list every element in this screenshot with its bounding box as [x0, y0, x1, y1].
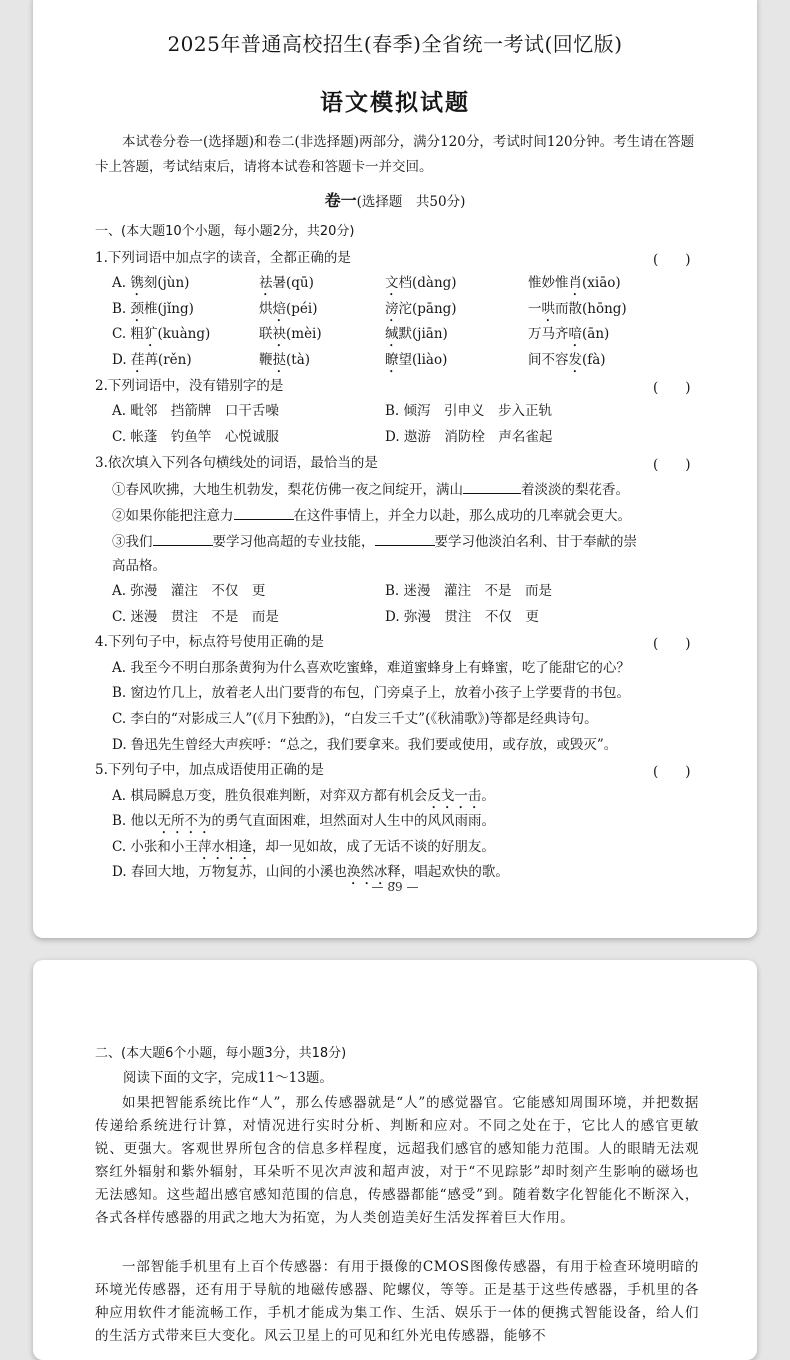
q5-d-text-end: ，唱起欢快的歌。	[400, 864, 509, 880]
q5-b-idiom: 无所不为	[157, 813, 212, 829]
q1-word-dotted: 缄	[385, 326, 399, 342]
exam-page-89	[33, 0, 757, 938]
q3-option-a: A. 弥漫 灌注 不仅 更	[112, 583, 266, 599]
q1-word-dotted: 挞	[272, 352, 286, 368]
q1-word-dotted: 焙	[272, 301, 286, 317]
q1-option-a-word-4	[528, 273, 621, 299]
q4-answer-blank: ( )	[653, 636, 691, 652]
q5-d-idiom: 涣然冰释	[346, 864, 401, 880]
q1-word-dotted: 镌	[130, 275, 144, 291]
passage-paragraph-1: 如果把智能系统比作“人”，那么传感器就是“人”的感觉器官。它能感知周围环境，并把数据传递给系统进行计算，对情况进行实时分析、判断和应对。不同之处在于，它比人的感官更敏锐、更强大。客观世界所包含的信息多样程度，远超我们感官的感知能力范围。人的眼睛无法观察红外辐射和紫外辐射，耳朵听不见次声波和超声波，对于“不见踪影”却时刻产生影响的磁场也无法感知。这些超出感官感知范围的信息，传感器都能“感受”到。随着数字化智能化不断深入，各式各样传感器的用武之地大为拓宽，为人类创造美好生活发挥着巨大作用。	[95, 1095, 699, 1226]
q4-option-b: B. 窗边竹几上，放着老人出门要背的布包，门旁桌子上，放着小孩子上学要背的书包。	[112, 685, 631, 701]
q5-option-a	[112, 786, 495, 812]
q1-word-post: (tà)	[286, 352, 311, 368]
q1-answer-blank: ( )	[653, 252, 691, 268]
q1-word-post: (péi)	[286, 301, 318, 317]
exam-page-90	[33, 960, 757, 1360]
q1-word-post: (fà)	[582, 352, 606, 368]
q1-word-pre: D.	[112, 352, 131, 368]
q2-option-c: C. 帐蓬 钓鱼竿 心悦诚服	[112, 429, 279, 445]
q1-word-dotted: 肖	[568, 275, 582, 291]
exam-instructions: 本试卷分卷一(选择题)和卷二(非选择题)两部分，满分120分，考试时间120分钟。考生请在答题卡上答题，考试结束后，请将本试卷和答题卡一并交回。	[95, 134, 695, 175]
q5-option-c	[112, 837, 495, 863]
q1-option-a-word-1	[112, 273, 189, 299]
q1-word-pre: C. 粗	[112, 326, 144, 342]
q3-sentence-3	[112, 531, 637, 552]
q1-word-post: 暑(qū)	[272, 275, 314, 291]
q1-option-d-word-1	[112, 350, 192, 376]
q3-s3-part3: 要学习他淡泊名利、甘于奉献的崇	[434, 534, 637, 550]
q3-sentence-1	[112, 479, 629, 500]
q5-a-text: A. 棋局瞬息万变，胜负很难判断，对弈双方都有机会	[112, 788, 428, 804]
q1-word-pre: 惟妙惟	[528, 275, 569, 291]
q2-option-d: D. 遨游 消防栓 声名雀起	[385, 429, 553, 445]
q1-word-post: 默(jiān)	[398, 326, 448, 342]
q5-option-b	[112, 811, 495, 837]
fill-blank	[375, 531, 435, 546]
q1-word-post: 沱(pāng)	[398, 301, 457, 317]
q1-word-dotted: 祛	[259, 275, 273, 291]
q1-word-pre: 鞭	[259, 352, 273, 368]
q1-word-post: (mèi)	[286, 326, 322, 342]
q3-s3-part1: ③我们	[112, 534, 153, 550]
q1-word-post: 刻(jùn)	[143, 275, 190, 291]
q1-word-pre: 一	[528, 301, 542, 317]
volume-label: 卷一	[324, 191, 357, 210]
q4-option-c: C. 李白的“对影成三人”(《月下独酌》)，“白发三千丈”(《秋浦歌》)等都是经典诗句。	[112, 711, 598, 727]
q5-c-text: C. 小张和小王	[112, 839, 198, 855]
q1-option-c-word-4	[528, 324, 609, 350]
q1-word-post: 望(liào)	[398, 352, 448, 368]
exam-title: 2025年普通高校招生(春季)全省统一考试(回忆版)	[167, 32, 623, 56]
q2-answer-blank: ( )	[653, 380, 691, 396]
q1-word-pre: 烘	[259, 301, 273, 317]
q1-option-c-word-2	[259, 324, 322, 350]
volume-note: (选择题 共50分)	[356, 194, 466, 210]
q5-a-idiom: 反戈一击	[427, 788, 482, 804]
q1-option-b-word-1	[112, 299, 194, 325]
q1-option-a-word-2	[259, 273, 314, 299]
q5-b-text-end: 的勇气直面困难，坦然面对人生中的风风雨雨。	[211, 813, 496, 829]
q5-a-text-end: 。	[481, 788, 495, 804]
q5-c-text-end: ，却一见如故，成了无话不谈的好朋友。	[251, 839, 495, 855]
q1-word-dotted: 颈	[130, 301, 145, 317]
q2-option-a: A. 毗邻 挡箭牌 口干舌噪	[112, 403, 279, 419]
q1-word-dotted: 喑	[568, 326, 582, 342]
q3-sentence-3-cont: 高品格。	[112, 558, 166, 574]
q4-option-d: D. 鲁迅先生曾经大声疾呼：“总之，我们要拿来。我们要或使用，或存放，或毁灭”。	[112, 737, 618, 753]
q5-stem: 5.下列句子中，加点成语使用正确的是	[95, 762, 324, 778]
q1-option-a-word-3	[385, 273, 457, 299]
q3-s1-part1: ①春风吹拂，大地生机勃发，梨花仿佛一夜之间绽开，满山	[112, 482, 463, 498]
q3-stem: 3.依次填入下列各句横线处的词语，最恰当的是	[95, 455, 378, 471]
q1-word-dotted: 荏	[130, 352, 145, 368]
q1-word-pre: 联	[259, 326, 273, 342]
fill-blank	[234, 505, 294, 520]
q1-word-dotted: 文	[385, 275, 399, 291]
q1-option-b-word-3	[385, 299, 457, 325]
q1-word-post: 椎(jǐng)	[144, 301, 194, 317]
q1-option-d-word-4	[528, 350, 606, 376]
q1-word-pre: 万马齐	[528, 326, 569, 342]
q2-stem: 2.下列词语中，没有错别字的是	[95, 378, 284, 394]
fill-blank	[153, 531, 213, 546]
reading-instruction: 阅读下面的文字，完成11～13题。	[123, 1070, 333, 1086]
q3-option-d: D. 弥漫 贯注 不仅 更	[385, 609, 539, 625]
q1-word-dotted: 发	[568, 352, 582, 368]
q5-c-idiom: 萍水相逢	[197, 839, 252, 855]
q1-stem: 1.下列词语中加点字的读音，全都正确的是	[95, 250, 351, 266]
q3-answer-blank: ( )	[653, 457, 691, 473]
q1-word-post: (xiāo)	[582, 275, 621, 291]
q1-word-post: (kuàng)	[157, 326, 211, 342]
section-two-heading: 二、(本大题6个小题，每小题3分，共18分)	[95, 1046, 347, 1061]
q5-d-text: D. 春回大地，万物复苏，山间的小溪也	[112, 864, 347, 880]
q1-word-dotted: 滂	[385, 301, 399, 317]
q3-option-b: B. 迷漫 灌注 不是 而是	[385, 583, 553, 599]
q1-word-pre: A.	[112, 275, 131, 291]
subject-title: 语文模拟试题	[320, 90, 470, 116]
page-number: — 89 —	[371, 880, 419, 894]
q1-option-d-word-3	[385, 350, 447, 376]
q1-word-post: (ān)	[582, 326, 610, 342]
q3-s2-part1: ②如果你能把注意力	[112, 508, 234, 524]
q4-option-a: A. 我至今不明白那条黄狗为什么喜欢吃蜜蜂，难道蜜蜂身上有蜂蜜，吃了能甜它的心？	[112, 660, 630, 676]
q1-word-post: 苒(rěn)	[144, 352, 192, 368]
q5-answer-blank: ( )	[653, 764, 691, 780]
q3-sentence-2	[112, 505, 631, 526]
q3-s1-part2: 着淡淡的梨花香。	[521, 482, 629, 498]
q5-b-text: B. 他以	[112, 813, 158, 829]
q1-word-post: 而散(hōng)	[555, 301, 627, 317]
q3-option-c: C. 迷漫 贯注 不是 而是	[112, 609, 279, 625]
q3-s2-part2: 在这件事情上，并全力以赴，那么成功的几率就会更大。	[293, 508, 631, 524]
q1-word-dotted: 袂	[272, 326, 286, 342]
q1-option-b-word-4	[528, 299, 627, 325]
q1-word-dotted: 瞭	[385, 352, 399, 368]
q2-option-b: B. 倾泻 引申义 步入正轨	[385, 403, 553, 419]
q1-option-b-word-2	[259, 299, 317, 325]
q1-option-d-word-2	[259, 350, 310, 376]
q3-s3-part2: 要学习他高超的专业技能，	[212, 534, 375, 550]
q1-option-c-word-3	[385, 324, 448, 350]
q1-word-post: 档(dàng)	[398, 275, 457, 291]
q1-word-dotted: 哄	[541, 301, 555, 317]
passage-paragraph-2: 一部智能手机里有上百个传感器：有用于摄像的CMOS图像传感器，有用于检查环境明暗的环境光传感器，还有用于导航的地磁传感器、陀螺仪，等等。正是基于这些传感器，手机里的各种应用软件才能流畅工作，手机才能成为集工作、生活、娱乐于一体的便携式智能设备，给人们的生活方式带来巨大变化。风云卫星上的可见和红外光电传感器，能够不	[95, 1259, 699, 1344]
q1-word-pre: B.	[112, 301, 131, 317]
section-one-heading: 一、(本大题10个小题，每小题2分，共20分)	[95, 224, 355, 239]
fill-blank	[463, 479, 521, 494]
q4-stem: 4.下列句子中，标点符号使用正确的是	[95, 634, 324, 650]
q1-word-dotted: 犷	[143, 326, 158, 342]
q1-option-c-word-1	[112, 324, 210, 350]
q1-word-pre: 间不容	[528, 352, 569, 368]
volume-one-heading	[33, 188, 757, 211]
